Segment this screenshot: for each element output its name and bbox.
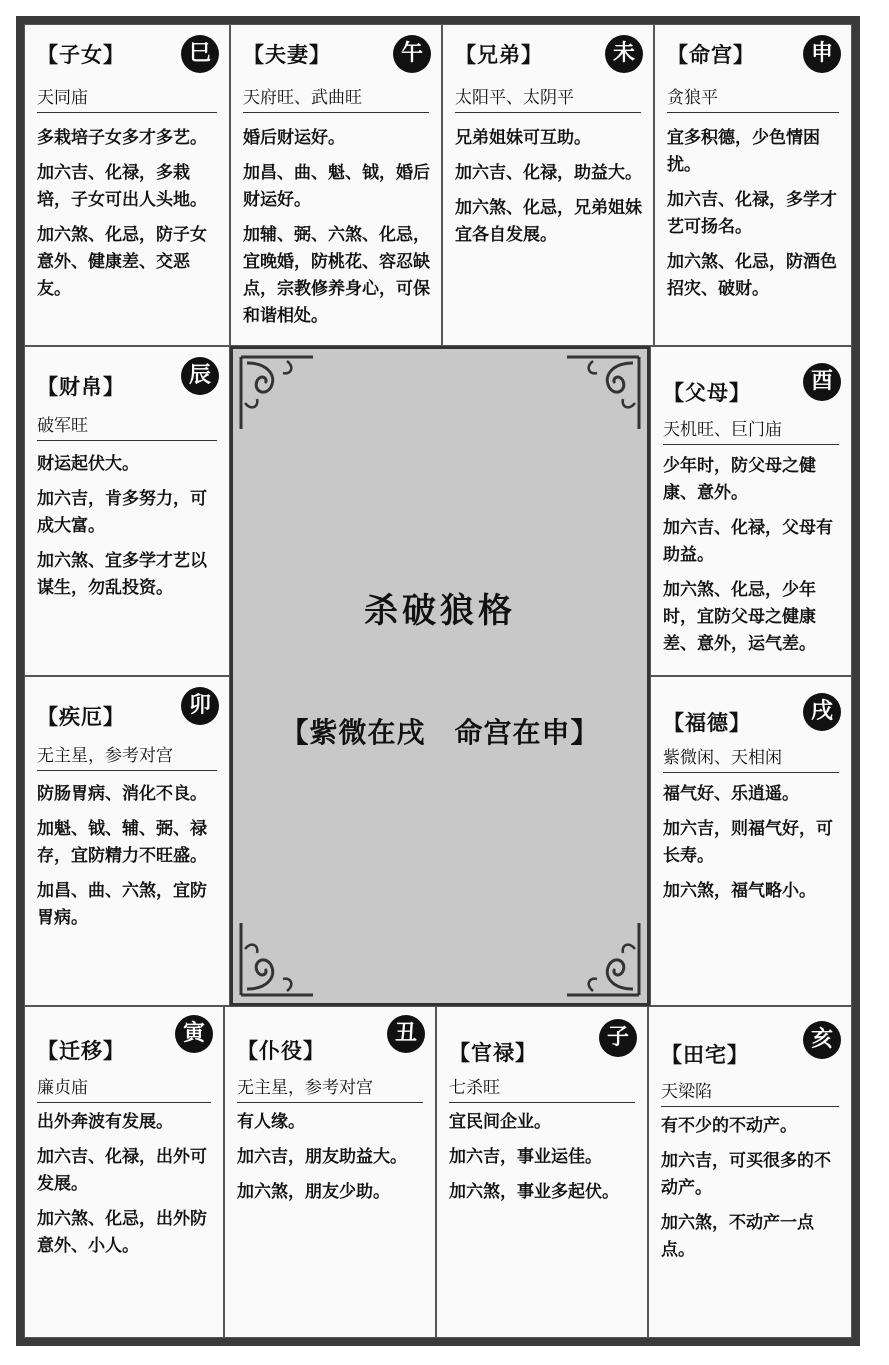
palace-line: 加六煞，福气略小。 bbox=[663, 881, 816, 901]
corner-ornament-icon bbox=[237, 919, 317, 999]
palace-line: 加六吉，则福气好，可长寿。 bbox=[663, 819, 833, 866]
palace-line: 加六吉，事业运佳。 bbox=[449, 1147, 602, 1167]
palace-title: 【迁移】 bbox=[37, 1039, 125, 1063]
palace-fumu bbox=[650, 346, 852, 676]
palace-body bbox=[663, 453, 841, 666]
palace-fuqi bbox=[230, 24, 442, 346]
earthly-branch-badge: 丑 bbox=[387, 1015, 425, 1053]
earthly-branch-badge: 酉 bbox=[803, 363, 841, 401]
palace-line: 加六煞、化忌，出外防意外、小人。 bbox=[37, 1209, 207, 1256]
earthly-branch-badge: 寅 bbox=[175, 1015, 213, 1053]
palace-stars: 破军旺 bbox=[37, 411, 217, 441]
palace-title: 【仆役】 bbox=[237, 1039, 325, 1063]
palace-zinv bbox=[24, 24, 230, 346]
earthly-branch-badge: 子 bbox=[599, 1019, 637, 1057]
palace-stars: 廉贞庙 bbox=[37, 1073, 211, 1103]
chart-subtitle: 【紫微在戌 命宫在申】 bbox=[280, 716, 600, 749]
palace-fude bbox=[650, 676, 852, 1006]
palace-line: 加六吉，朋友助益大。 bbox=[237, 1147, 407, 1167]
palace-title: 【田宅】 bbox=[661, 1043, 749, 1067]
palace-stars: 无主星，参考对宫 bbox=[37, 741, 217, 771]
palace-body bbox=[661, 1113, 841, 1272]
palace-line: 宜民间企业。 bbox=[449, 1112, 551, 1132]
palace-title: 【财帛】 bbox=[37, 375, 125, 399]
palace-line: 加辅、弼、六煞、化忌，宜晚婚，防桃花、容忍缺点，宗教修养身心，可保和谐相处。 bbox=[243, 225, 430, 326]
palace-body bbox=[243, 125, 431, 338]
palace-line: 加六吉，肯多努力，可成大富。 bbox=[37, 489, 207, 536]
palace-line: 福气好、乐逍遥。 bbox=[663, 784, 799, 804]
palace-body bbox=[455, 125, 643, 257]
palace-line: 多栽培子女多才多艺。 bbox=[37, 128, 207, 148]
palace-title: 【兄弟】 bbox=[455, 43, 543, 67]
palace-line: 加六吉、化禄，父母有助益。 bbox=[663, 518, 833, 565]
palace-line: 加魁、钺、辅、弼、禄存，宜防精力不旺盛。 bbox=[37, 819, 207, 866]
palace-line: 有不少的不动产。 bbox=[661, 1116, 797, 1136]
palace-stars: 太阳平、太阴平 bbox=[455, 83, 641, 113]
corner-ornament-icon bbox=[563, 919, 643, 999]
palace-line: 加六吉、化禄，助益大。 bbox=[455, 163, 642, 183]
palace-body bbox=[37, 451, 219, 610]
palace-title: 【子女】 bbox=[37, 43, 125, 67]
palace-body bbox=[449, 1109, 637, 1214]
palace-body bbox=[37, 1109, 213, 1268]
earthly-branch-badge: 戌 bbox=[803, 693, 841, 731]
palace-stars: 紫微闲、天相闲 bbox=[663, 743, 839, 773]
palace-line: 防肠胃病、消化不良。 bbox=[37, 784, 207, 804]
palace-line: 加六煞、化忌，少年时，宜防父母之健康差、意外，运气差。 bbox=[663, 580, 816, 654]
palace-line: 加六煞、化忌，防酒色招灾、破财。 bbox=[667, 252, 837, 299]
palace-line: 加六吉，可买很多的不动产。 bbox=[661, 1151, 831, 1198]
earthly-branch-badge: 未 bbox=[605, 35, 643, 73]
palace-guanlu bbox=[436, 1006, 648, 1338]
palace-qianyi bbox=[24, 1006, 224, 1338]
palace-line: 宜多积德，少色情困扰。 bbox=[667, 128, 820, 175]
palace-line: 婚后财运好。 bbox=[243, 128, 345, 148]
palace-minggong bbox=[654, 24, 852, 346]
palace-line: 加六吉、化禄，出外可发展。 bbox=[37, 1147, 207, 1194]
palace-body bbox=[37, 125, 219, 311]
palace-line: 出外奔波有发展。 bbox=[37, 1112, 173, 1132]
palace-title: 【福德】 bbox=[663, 711, 751, 735]
palace-tianzhai bbox=[648, 1006, 852, 1338]
earthly-branch-badge: 午 bbox=[393, 35, 431, 73]
palace-caibo bbox=[24, 346, 230, 676]
palace-stars: 无主星，参考对宫 bbox=[237, 1073, 423, 1103]
palace-body bbox=[663, 781, 841, 913]
palace-line: 兄弟姐妹可互助。 bbox=[455, 128, 591, 148]
palace-body bbox=[237, 1109, 425, 1214]
corner-ornament-icon bbox=[563, 353, 643, 433]
palace-title: 【疾厄】 bbox=[37, 705, 125, 729]
earthly-branch-badge: 卯 bbox=[181, 687, 219, 725]
corner-ornament-icon bbox=[237, 353, 317, 433]
palace-puyi bbox=[224, 1006, 436, 1338]
earthly-branch-badge: 亥 bbox=[803, 1021, 841, 1059]
palace-stars: 天府旺、武曲旺 bbox=[243, 83, 429, 113]
palace-stars: 贪狼平 bbox=[667, 83, 839, 113]
palace-xiongdi bbox=[442, 24, 654, 346]
palace-line: 财运起伏大。 bbox=[37, 454, 139, 474]
palace-line: 加六煞、宜多学才艺以谋生，勿乱投资。 bbox=[37, 551, 207, 598]
palace-line: 加六煞、化忌，防子女意外、健康差、交恶友。 bbox=[37, 225, 207, 299]
palace-title: 【命宫】 bbox=[667, 43, 755, 67]
palace-line: 加六煞，不动产一点点。 bbox=[661, 1213, 814, 1260]
palace-body bbox=[667, 125, 841, 311]
palace-body bbox=[37, 781, 219, 940]
center-panel bbox=[230, 346, 650, 1006]
palace-line: 加六吉、化禄，多学才艺可扬名。 bbox=[667, 190, 837, 237]
palace-stars: 天同庙 bbox=[37, 83, 217, 113]
chart-title: 杀破狼格 bbox=[364, 591, 516, 631]
palace-title: 【父母】 bbox=[663, 381, 751, 405]
palace-stars: 天梁陷 bbox=[661, 1077, 839, 1107]
earthly-branch-badge: 辰 bbox=[181, 357, 219, 395]
earthly-branch-badge: 申 bbox=[803, 35, 841, 73]
palace-line: 加昌、曲、六煞，宜防胃病。 bbox=[37, 881, 207, 928]
palace-title: 【夫妻】 bbox=[243, 43, 331, 67]
palace-line: 加昌、曲、魁、钺，婚后财运好。 bbox=[243, 163, 430, 210]
palace-line: 加六煞、化忌，兄弟姐妹宜各自发展。 bbox=[455, 198, 642, 245]
palace-line: 加六吉、化禄，多栽培，子女可出人头地。 bbox=[37, 163, 207, 210]
earthly-branch-badge: 巳 bbox=[181, 35, 219, 73]
palace-title: 【官禄】 bbox=[449, 1041, 537, 1065]
palace-stars: 天机旺、巨门庙 bbox=[663, 415, 839, 445]
palace-line: 少年时，防父母之健康、意外。 bbox=[663, 456, 816, 503]
palace-line: 加六煞，朋友少助。 bbox=[237, 1182, 390, 1202]
palace-jie bbox=[24, 676, 230, 1006]
palace-stars: 七杀旺 bbox=[449, 1073, 635, 1103]
palace-line: 加六煞，事业多起伏。 bbox=[449, 1182, 619, 1202]
palace-line: 有人缘。 bbox=[237, 1112, 305, 1132]
